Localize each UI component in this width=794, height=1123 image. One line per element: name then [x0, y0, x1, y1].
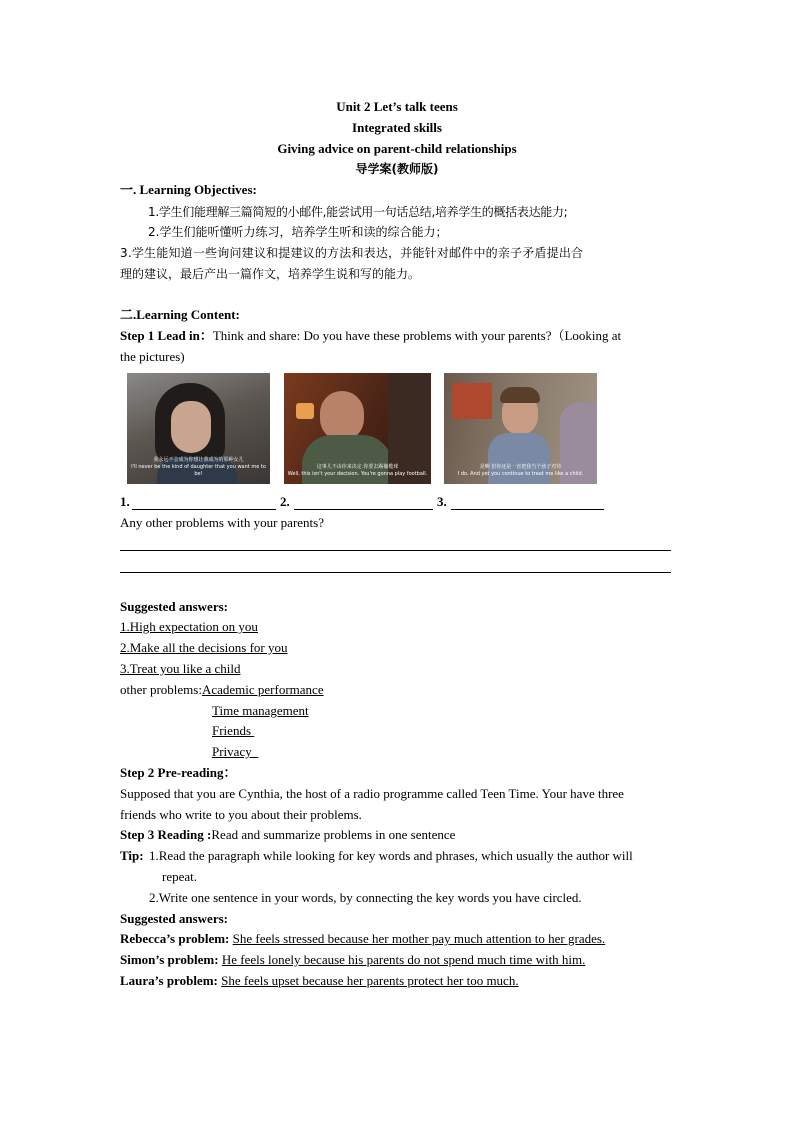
step1-line — [120, 327, 621, 345]
objectives-heading: 一. Learning Objectives: — [120, 182, 257, 197]
answer-blank-3[interactable] — [451, 509, 604, 510]
step1-text-continued: the pictures) — [120, 349, 185, 364]
other-problem-item: Academic performance — [201, 682, 324, 697]
tip-label: Tip: — [120, 848, 144, 863]
tip-item: 1.Read the paragraph while looking for key words and phrases, which usually the author will — [149, 848, 633, 863]
problem-name: Simon’s problem: — [120, 952, 219, 967]
tip-item-continued: repeat. — [162, 869, 198, 884]
objective-item: 2.学生们能听懂听力练习，培养学生听和读的综合能力； — [148, 225, 448, 239]
problem-summary: She feels upset because her parents protect her too much. — [221, 973, 519, 988]
edition-label: 导学案(教师版) — [355, 162, 439, 176]
movie-still-3 — [444, 373, 597, 484]
topic-title: Giving advice on parent-child relationships — [277, 141, 517, 156]
problem-row — [120, 972, 519, 990]
blank-label-3: 3. — [437, 494, 447, 509]
step2-label: Step 2 Pre-reading： — [120, 765, 237, 780]
person-face-shape — [171, 401, 211, 453]
shelf-shape — [452, 383, 492, 419]
movie-still-1 — [127, 373, 270, 484]
lamp-shape — [296, 403, 314, 419]
answer-item: 1.High expectation on you — [120, 619, 258, 634]
unit-title: Unit 2 Let’s talk teens — [336, 99, 458, 114]
other-problems-line — [120, 681, 324, 699]
subtitle-caption: 这事儿不由你来决定.你要去踢橄榄球 Well, this isn't your decision. You're gonna play football. — [287, 464, 428, 477]
content-heading: 二.Learning Content: — [120, 307, 240, 322]
other-problems-question: Any other problems with your parents? — [120, 515, 324, 530]
step2-text: Supposed that you are Cynthia, the host of a radio programme called Teen Time. Your have three — [120, 786, 624, 801]
suggested-answers-heading: Suggested answers: — [120, 599, 228, 614]
answer-line[interactable] — [120, 550, 671, 551]
step3-text: Read and summarize problems in one sentence — [211, 827, 456, 842]
unit-subtitle: Integrated skills — [352, 120, 442, 135]
objective-item: 1.学生们能理解三篇简短的小邮件,能尝试用一句话总结,培养学生的概括表达能力; — [148, 205, 568, 219]
problem-name: Rebecca’s problem: — [120, 931, 230, 946]
blank-label-1: 1. — [120, 494, 130, 509]
subtitle-caption: 是啊 但你还是一直把我当个孩子对待 I do. And yet you continue to treat me like a child. — [457, 464, 584, 477]
answer-line[interactable] — [120, 572, 671, 573]
answer-blank-2[interactable] — [294, 509, 433, 510]
tip-item: 2.Write one sentence in your words, by connecting the key words you have circled. — [149, 890, 582, 905]
problem-name: Laura’s problem: — [120, 973, 218, 988]
step2-text: friends who write to you about their problems. — [120, 807, 362, 822]
person-face-shape — [320, 391, 364, 441]
other-problems-label: other problems: — [120, 682, 202, 697]
blank-label-2: 2. — [280, 494, 290, 509]
other-problem-item: Privacy — [212, 744, 259, 759]
objective-item: 3.学生能知道一些询问建议和提建议的方法和表达，并能针对邮件中的亲子矛盾提出合 — [120, 246, 584, 260]
problem-summary: She feels stressed because her mother pay much attention to her grades. — [232, 931, 606, 946]
subtitle-caption: 我永远不会成为你想让我成为的那种女儿 I'll never be the kind of daughter that you want me to be! — [131, 457, 266, 477]
problem-row — [120, 930, 605, 948]
step3-label: Step 3 Reading : — [120, 827, 212, 842]
movie-still-2 — [284, 373, 431, 484]
answer-item: 3.Treat you like a child — [120, 661, 241, 676]
answer-blank-1[interactable] — [132, 509, 276, 510]
step1-label: Step 1 Lead in： — [120, 328, 213, 343]
person-hair-shape — [500, 387, 540, 403]
other-problem-item: Time management — [212, 703, 309, 718]
objective-item: 理的建议，最后产出一篇作文，培养学生说和写的能力。 — [120, 267, 421, 281]
step1-text: Think and share: Do you have these problems with your parents?（Looking at — [212, 328, 622, 343]
suggested-answers-heading: Suggested answers: — [120, 911, 228, 926]
problem-summary: He feels lonely because his parents do not spend much time with him. — [221, 952, 586, 967]
step3-line — [120, 826, 455, 844]
answer-item: 2.Make all the decisions for you — [120, 640, 288, 655]
other-problem-item: Friends — [212, 723, 255, 738]
problem-row — [120, 951, 585, 969]
